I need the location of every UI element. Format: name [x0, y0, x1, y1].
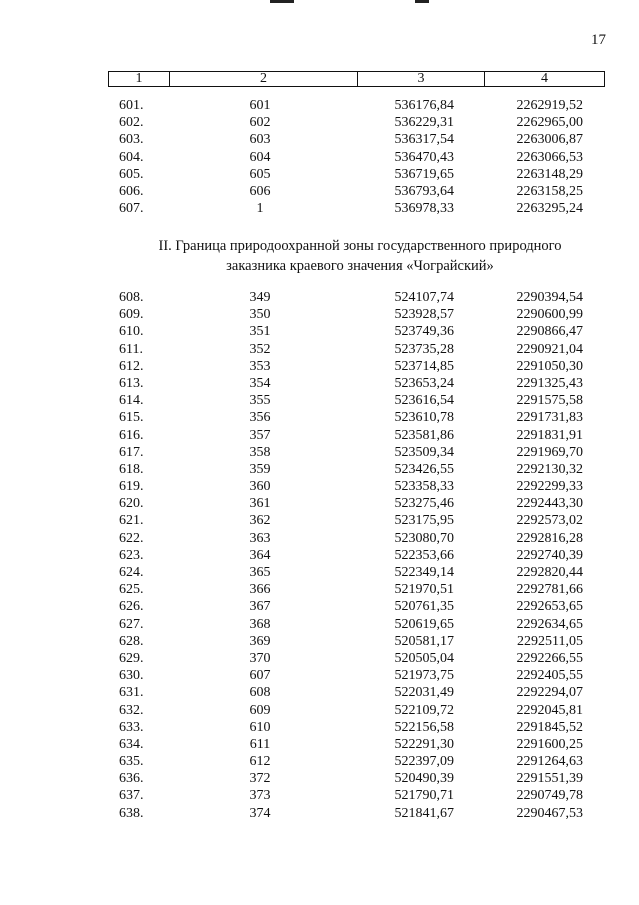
coordinate-x: 520581,17: [394, 633, 454, 649]
table-row: [0, 547, 639, 564]
coordinate-x: 520505,04: [394, 650, 454, 666]
row-index: 624.: [119, 565, 144, 580]
table-row: [0, 719, 639, 736]
section-title-line2: заказника краевого значения «Чограйский»: [226, 258, 494, 274]
point-number: 362: [249, 513, 271, 529]
point-number: 366: [249, 582, 271, 598]
coordinate-x: 522349,14: [394, 565, 454, 580]
top-mark-left: [270, 0, 294, 3]
coordinate-y: 2262919,52: [516, 98, 583, 113]
row-index: 638.: [119, 805, 144, 821]
row-index: 622.: [119, 530, 144, 546]
table-row: [0, 530, 639, 547]
row-index: 632.: [119, 702, 144, 718]
coordinate-y: 2292740,39: [516, 547, 583, 563]
row-index: 603.: [119, 132, 144, 148]
coordinate-y: 2292299,33: [516, 479, 583, 495]
coordinate-x: 536978,33: [394, 201, 454, 217]
table-row: [0, 633, 639, 650]
coordinate-rows-top: [0, 97, 639, 217]
row-index: 605.: [119, 166, 144, 182]
coordinate-x: 523735,28: [394, 341, 454, 357]
coordinate-y: 2292781,66: [516, 582, 583, 598]
coordinate-y: 2291600,25: [516, 736, 583, 752]
table-row: [0, 581, 639, 598]
coordinate-y: 2292573,02: [516, 513, 583, 529]
row-index: 619.: [119, 479, 144, 495]
point-number: 373: [249, 788, 271, 804]
row-index: 606.: [119, 183, 144, 199]
section-title: [80, 236, 639, 276]
point-number: 370: [249, 650, 271, 666]
coordinate-x: 536176,84: [394, 98, 454, 113]
row-index: 634.: [119, 736, 144, 752]
coordinate-x: 522109,72: [394, 702, 454, 718]
coordinate-y: 2263006,87: [516, 132, 583, 148]
point-number: 356: [249, 410, 271, 426]
coordinate-y: 2291551,39: [516, 771, 583, 787]
coordinate-x: 521973,75: [394, 668, 454, 684]
point-number: 606: [249, 183, 271, 199]
coordinate-x: 524107,74: [394, 290, 454, 305]
coordinate-y: 2292045,81: [516, 702, 583, 718]
table-row: [0, 97, 639, 114]
coordinate-y: 2290866,47: [516, 324, 583, 340]
coordinate-x: 523275,46: [394, 496, 454, 512]
row-index: 636.: [119, 771, 144, 787]
row-index: 620.: [119, 496, 144, 512]
coordinate-y: 2292820,44: [516, 565, 583, 580]
coordinate-x: 521841,67: [394, 805, 454, 821]
row-index: 626.: [119, 599, 144, 615]
coordinate-y: 2290600,99: [516, 307, 583, 323]
row-index: 616.: [119, 427, 144, 443]
row-index: 611.: [119, 341, 143, 357]
table-row: [0, 323, 639, 340]
table-row: [0, 289, 639, 306]
row-index: 615.: [119, 410, 144, 426]
point-number: 364: [249, 547, 271, 563]
table-row: [0, 787, 639, 804]
point-number: 602: [249, 115, 271, 131]
point-number: 360: [249, 479, 271, 495]
table-row: [0, 770, 639, 787]
row-index: 614.: [119, 393, 144, 409]
coordinate-x: 522291,30: [394, 736, 454, 752]
point-number: 368: [249, 616, 271, 632]
coordinate-y: 2292443,30: [516, 496, 583, 512]
row-index: 627.: [119, 616, 144, 632]
top-mark-right: [415, 0, 429, 3]
coordinate-y: 2291831,91: [516, 427, 583, 443]
point-number: 363: [249, 530, 271, 546]
coordinate-y: 2262965,00: [516, 115, 583, 131]
coordinate-x: 522031,49: [394, 685, 454, 701]
table-row: [0, 149, 639, 166]
coordinate-y: 2292294,07: [516, 685, 583, 701]
coordinate-y: 2292653,65: [516, 599, 583, 615]
coordinate-y: 2291050,30: [516, 358, 583, 374]
coordinate-y: 2291325,43: [516, 375, 583, 391]
point-number: 357: [249, 427, 271, 443]
coordinate-x: 523581,86: [394, 427, 454, 443]
table-row: [0, 166, 639, 183]
point-number: 365: [249, 565, 271, 580]
coordinate-x: 523616,54: [394, 393, 454, 409]
table-row: [0, 306, 639, 323]
coordinate-x: 523749,36: [394, 324, 454, 340]
point-number: 609: [249, 702, 271, 718]
table-row: [0, 114, 639, 131]
point-number: 611: [249, 736, 271, 752]
row-index: 628.: [119, 633, 144, 649]
table-row: [0, 684, 639, 701]
coordinate-x: 521970,51: [394, 582, 454, 598]
coordinate-y: 2291575,58: [516, 393, 583, 409]
table-row: [0, 512, 639, 529]
table-row: [0, 131, 639, 148]
row-index: 621.: [119, 513, 144, 529]
table-row: [0, 650, 639, 667]
table-row: [0, 341, 639, 358]
point-number: 603: [249, 132, 271, 148]
row-index: 630.: [119, 668, 144, 684]
coordinate-x: 536719,65: [394, 166, 454, 182]
coordinate-x: 523509,34: [394, 444, 454, 460]
row-index: 618.: [119, 461, 144, 477]
coordinate-x: 522156,58: [394, 719, 454, 735]
point-number: 358: [249, 444, 271, 460]
coordinate-x: 536470,43: [394, 149, 454, 165]
coordinate-y: 2292130,32: [516, 461, 583, 477]
table-row: [0, 805, 639, 822]
coordinate-x: 520619,65: [394, 616, 454, 632]
row-index: 607.: [119, 201, 144, 217]
row-index: 610.: [119, 324, 144, 340]
coordinate-x: 520490,39: [394, 771, 454, 787]
point-number: 1: [256, 201, 264, 217]
row-index: 602.: [119, 115, 144, 131]
table-row: [0, 461, 639, 478]
section-title-line1: II. Граница природоохранной зоны государственного природного: [158, 238, 562, 254]
coordinate-x: 523426,55: [394, 461, 454, 477]
coordinate-x: 520761,35: [394, 599, 454, 615]
coordinate-y: 2290921,04: [516, 341, 583, 357]
coordinate-x: 522353,66: [394, 547, 454, 563]
point-number: 601: [249, 98, 271, 113]
row-index: 625.: [119, 582, 144, 598]
row-index: 613.: [119, 375, 144, 391]
row-index: 608.: [119, 290, 144, 305]
coordinate-x: 523653,24: [394, 375, 454, 391]
row-index: 633.: [119, 719, 144, 735]
coordinate-x: 522397,09: [394, 754, 454, 770]
coordinate-y: 2263158,25: [516, 183, 583, 199]
column-header-2: 2: [170, 72, 358, 87]
coordinate-y: 2263148,29: [516, 166, 583, 182]
point-number: 361: [249, 496, 271, 512]
coordinate-y: 2263066,53: [516, 149, 583, 165]
coordinate-x: 521790,71: [394, 788, 454, 804]
table-row: [0, 616, 639, 633]
table-row: [0, 200, 639, 217]
point-number: 372: [249, 771, 271, 787]
table-row: [0, 427, 639, 444]
coordinate-x: 523714,85: [394, 358, 454, 374]
column-header-3: 3: [358, 72, 485, 87]
coordinate-y: 2263295,24: [516, 201, 583, 217]
coordinate-x: 523175,95: [394, 513, 454, 529]
coordinate-x: 523080,70: [394, 530, 454, 546]
coordinate-y: 2291731,83: [516, 410, 583, 426]
coordinate-y: 2292511,05: [517, 633, 583, 649]
point-number: 367: [249, 599, 271, 615]
coordinate-y: 2291845,52: [516, 719, 583, 735]
point-number: 352: [249, 341, 271, 357]
point-number: 353: [249, 358, 271, 374]
table-row: [0, 358, 639, 375]
point-number: 605: [249, 166, 271, 182]
coordinate-y: 2292816,28: [516, 530, 583, 546]
table-row: [0, 495, 639, 512]
table-row: [0, 392, 639, 409]
table-row: [0, 736, 639, 753]
point-number: 607: [249, 668, 271, 684]
point-number: 355: [249, 393, 271, 409]
coordinate-rows-bottom: [0, 289, 639, 822]
point-number: 354: [249, 375, 271, 391]
table-row: [0, 375, 639, 392]
table-row: [0, 183, 639, 200]
row-index: 604.: [119, 149, 144, 165]
point-number: 610: [249, 719, 271, 735]
point-number: 359: [249, 461, 271, 477]
row-index: 629.: [119, 650, 144, 666]
point-number: 604: [249, 149, 271, 165]
point-number: 349: [249, 290, 271, 305]
row-index: 631.: [119, 685, 144, 701]
table-row: [0, 702, 639, 719]
coordinate-y: 2290394,54: [516, 290, 583, 305]
coordinate-x: 536793,64: [394, 183, 454, 199]
coordinate-y: 2290467,53: [516, 805, 583, 821]
point-number: 351: [249, 324, 271, 340]
column-header-4: 4: [485, 72, 605, 87]
column-header-table: [108, 71, 605, 87]
table-row: [0, 409, 639, 426]
row-index: 612.: [119, 358, 144, 374]
point-number: 374: [249, 805, 271, 821]
table-row: [0, 444, 639, 461]
coordinate-x: 536317,54: [394, 132, 454, 148]
coordinate-y: 2292266,55: [516, 650, 583, 666]
coordinate-y: 2292405,55: [516, 668, 583, 684]
table-row: [0, 478, 639, 495]
table-row: [0, 667, 639, 684]
table-row: [0, 598, 639, 615]
point-number: 369: [249, 633, 271, 649]
coordinate-x: 523358,33: [394, 479, 454, 495]
coordinate-x: 523610,78: [394, 410, 454, 426]
table-row: [0, 564, 639, 581]
page-number: 17: [591, 32, 606, 48]
point-number: 350: [249, 307, 271, 323]
coordinate-y: 2292634,65: [516, 616, 583, 632]
row-index: 617.: [119, 444, 144, 460]
column-header-1: 1: [109, 72, 170, 87]
row-index: 637.: [119, 788, 144, 804]
coordinate-y: 2291969,70: [516, 444, 583, 460]
row-index: 635.: [119, 754, 144, 770]
coordinate-y: 2290749,78: [516, 788, 583, 804]
coordinate-y: 2291264,63: [516, 754, 583, 770]
point-number: 612: [249, 754, 271, 770]
row-index: 609.: [119, 307, 144, 323]
coordinate-x: 523928,57: [394, 307, 454, 323]
coordinate-x: 536229,31: [394, 115, 454, 131]
row-index: 601.: [119, 98, 144, 113]
table-row: [0, 753, 639, 770]
point-number: 608: [249, 685, 271, 701]
row-index: 623.: [119, 547, 144, 563]
